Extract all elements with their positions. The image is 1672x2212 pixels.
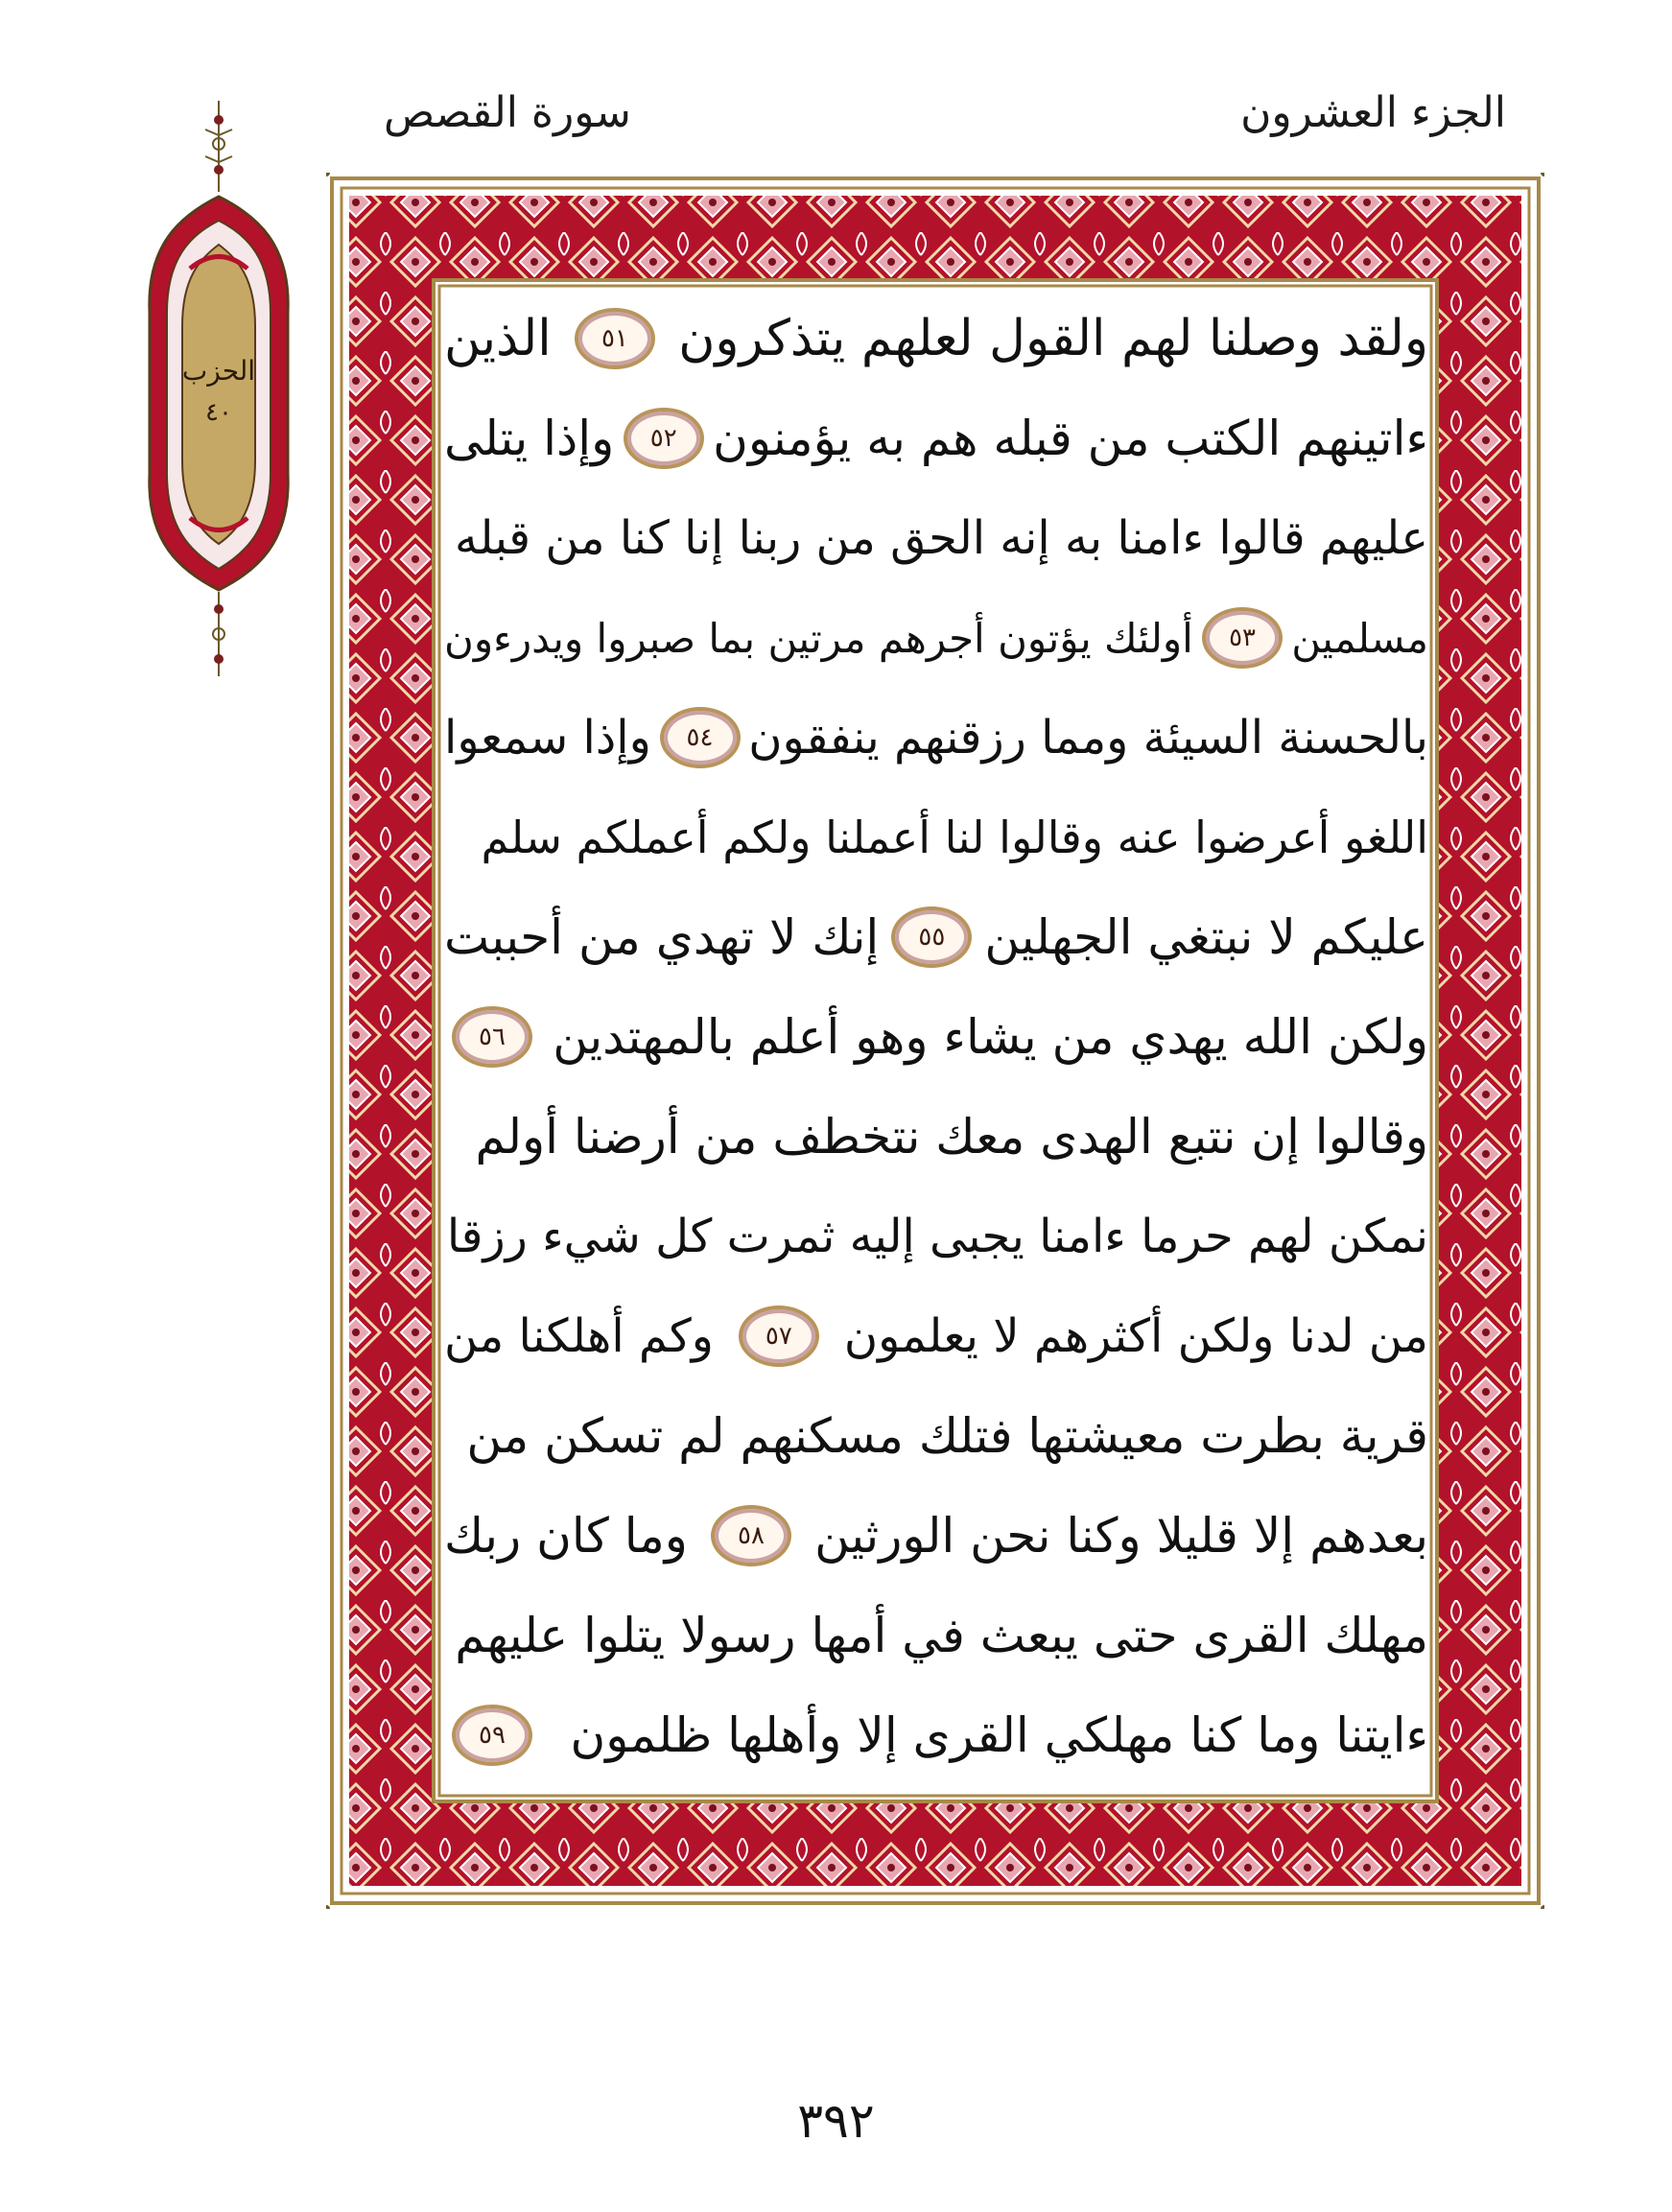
verse-text: ءاتينهم الكتب من قبله هم به يؤمنون bbox=[713, 411, 1428, 466]
ayah-number-marker: ٥١ bbox=[575, 308, 655, 369]
verse-line bbox=[444, 890, 1428, 984]
surah-title: سورة القصص bbox=[384, 87, 631, 137]
ayah-number-marker: ٥٧ bbox=[739, 1306, 819, 1367]
ayah-number-marker: ٥٢ bbox=[624, 408, 704, 469]
verse-text: من لدنا ولكن أكثرهم لا يعلمون bbox=[843, 1309, 1428, 1363]
verse-text: عليكم لا نبتغي الجهلين bbox=[984, 909, 1428, 965]
verse-text: وما كان ربك bbox=[444, 1508, 688, 1564]
verse-text: ولقد وصلنا لهم القول لعلهم يتذكرون bbox=[678, 310, 1428, 367]
verse-line bbox=[444, 391, 1428, 485]
verse-text: اللغو أعرضوا عنه وقالوا لنا أعملنا ولكم أعملكم سلم bbox=[481, 812, 1428, 863]
verse-text: وإذا سمعوا bbox=[444, 711, 651, 765]
verse-text: الذين bbox=[444, 310, 552, 367]
verse-text: وكم أهلكنا من bbox=[444, 1309, 714, 1363]
quran-text-panel bbox=[444, 288, 1428, 1794]
verse-text: مهلك القرى حتى يبعث في أمها رسولا يتلوا عليهم bbox=[455, 1608, 1428, 1663]
page-number: ٣٩٢ bbox=[797, 2093, 875, 2149]
verse-line bbox=[444, 1688, 1428, 1782]
verse-text: عليهم قالوا ءامنا به إنه الحق من ربنا إنا كنا من قبله bbox=[455, 511, 1428, 565]
hizb-marker bbox=[142, 101, 295, 676]
page-header bbox=[384, 69, 1506, 155]
verse-line bbox=[444, 591, 1428, 685]
ayah-number-marker: ٥٣ bbox=[1202, 607, 1283, 669]
hizb-ornament-icon bbox=[142, 101, 295, 676]
juz-title: الجزء العشرون bbox=[1240, 87, 1506, 137]
verse-line bbox=[444, 1489, 1428, 1583]
verse-line bbox=[444, 790, 1428, 884]
ayah-number-marker: ٥٤ bbox=[660, 707, 741, 768]
verse-text: أولئك يؤتون أجرهم مرتين بما صبروا ويدرءون bbox=[444, 614, 1193, 662]
verse-text: نمكن لهم حرما ءامنا يجبى إليه ثمرت كل شيء رزقا bbox=[446, 1210, 1428, 1263]
verse-text: وإذا يتلى bbox=[444, 411, 615, 466]
verse-text: ءايتنا وما كنا مهلكي القرى إلا وأهلها ظلمون bbox=[570, 1707, 1428, 1763]
verse-text: قرية بطرت معيشتها فتلك مسكنهم لم تسكن من bbox=[466, 1408, 1428, 1464]
verse-text: وقالوا إن نتبع الهدى معك نتخطف من أرضنا أولم bbox=[475, 1109, 1428, 1165]
verse-line bbox=[444, 292, 1428, 386]
ayah-number-marker: ٥٥ bbox=[891, 906, 972, 968]
hizb-label: الحزب bbox=[181, 355, 256, 387]
verse-line bbox=[444, 1189, 1428, 1283]
verse-text: بالحسنة السيئة ومما رزقنهم ينفقون bbox=[748, 711, 1428, 765]
verse-text: إنك لا تهدي من أحببت bbox=[444, 909, 880, 965]
verse-line bbox=[444, 1289, 1428, 1383]
verse-line bbox=[444, 1090, 1428, 1184]
hizb-number: ٤٠ bbox=[205, 398, 232, 427]
ayah-number-marker: ٥٩ bbox=[452, 1705, 532, 1766]
verse-text: ولكن الله يهدي من يشاء وهو أعلم بالمهتدين bbox=[553, 1009, 1428, 1065]
ayah-number-marker: ٥٨ bbox=[711, 1505, 791, 1566]
ayah-number-marker: ٥٦ bbox=[452, 1006, 532, 1068]
verse-line bbox=[444, 491, 1428, 585]
verse-line bbox=[444, 1389, 1428, 1483]
verse-line bbox=[444, 1588, 1428, 1683]
verse-line bbox=[444, 990, 1428, 1084]
verse-text: مسلمين bbox=[1291, 614, 1428, 662]
verse-text: بعدهم إلا قليلا وكنا نحن الورثين bbox=[814, 1508, 1428, 1564]
verse-line bbox=[444, 691, 1428, 785]
